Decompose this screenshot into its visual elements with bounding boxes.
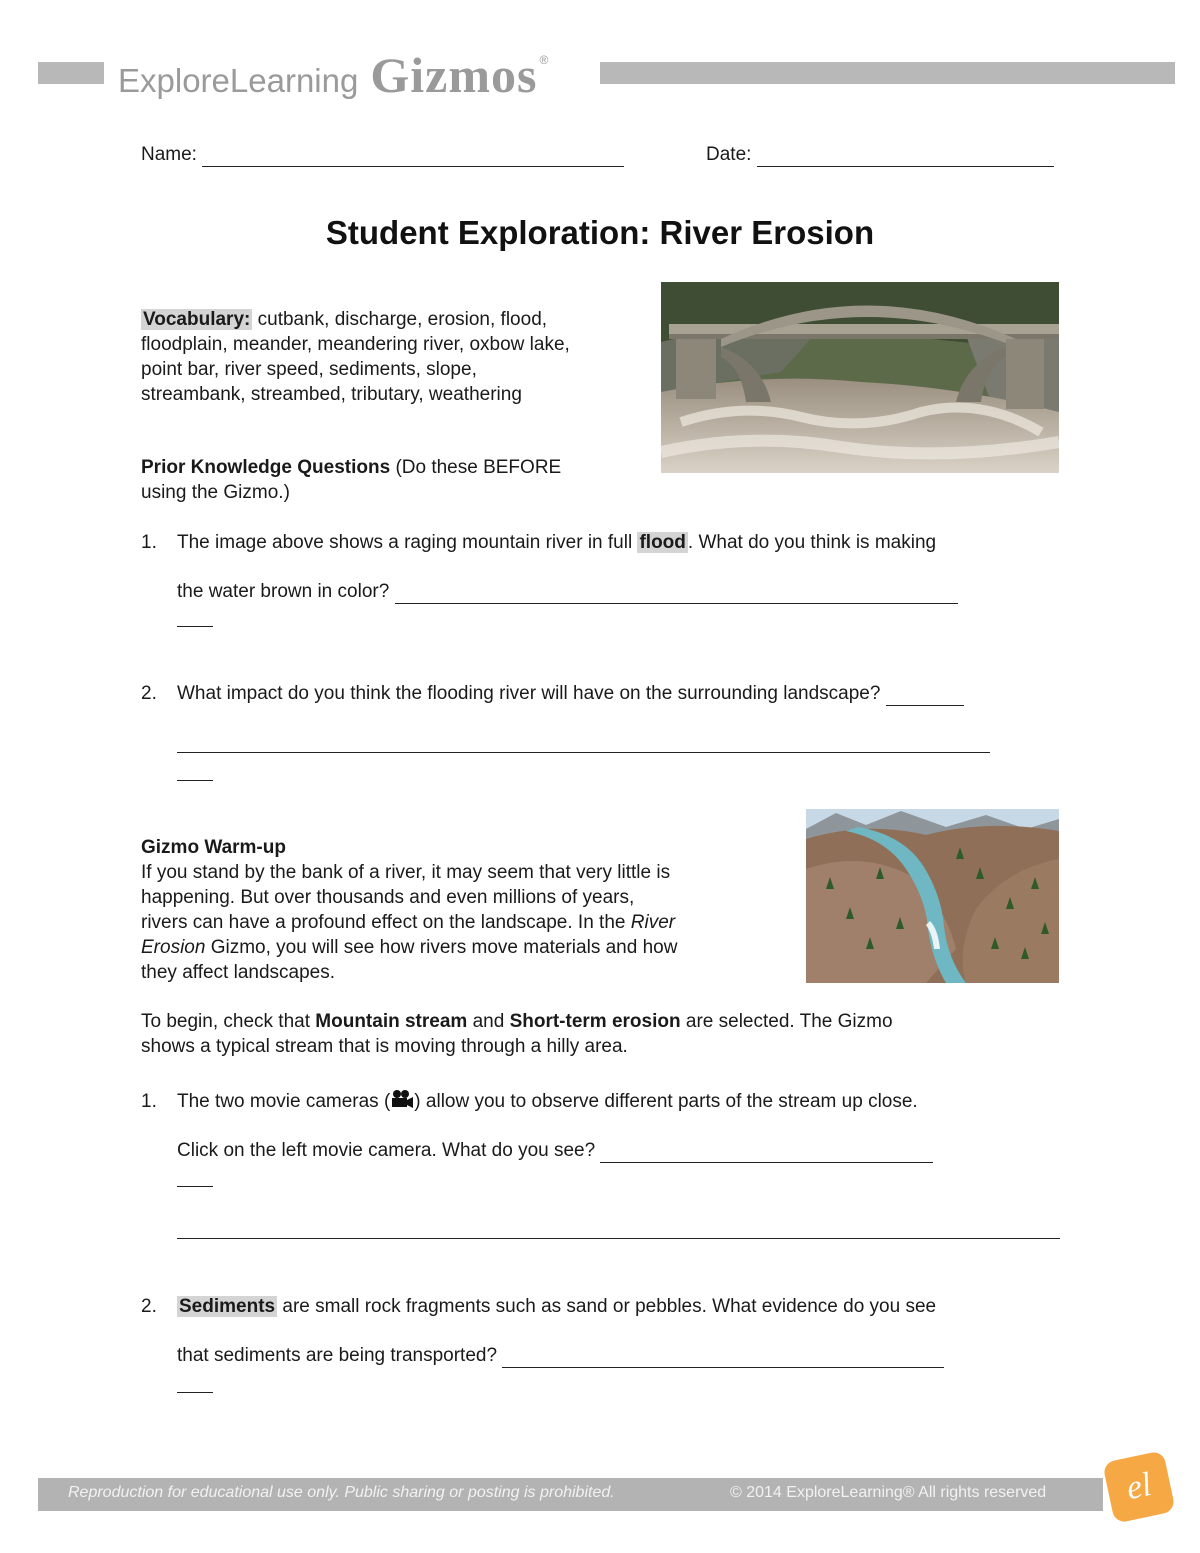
gizmo-river-landscape-image xyxy=(806,809,1059,983)
warmup-question-1 xyxy=(141,1089,1061,1116)
vocabulary-block xyxy=(141,307,641,407)
answer-line-stub[interactable] xyxy=(177,608,213,627)
vocabulary-line-1: cutbank, discharge, erosion, flood, xyxy=(257,309,548,330)
vocabulary-line-2: floodplain, meander, meandering river, oxbow lake, xyxy=(141,334,570,355)
instruction-line-2: shows a typical stream that is moving through a hilly area. xyxy=(141,1036,628,1057)
answer-line-stub[interactable] xyxy=(177,762,213,781)
instruction-text: are selected. The Gizmo xyxy=(685,1011,893,1032)
date-input-line[interactable] xyxy=(757,148,1054,167)
vocabulary-label: Vocabulary: xyxy=(143,309,251,330)
answer-line[interactable] xyxy=(600,1144,933,1163)
answer-line-stub[interactable] xyxy=(177,1168,213,1187)
movie-camera-icon xyxy=(390,1089,414,1116)
question-text: Click on the left movie camera. What do you see? xyxy=(177,1140,596,1161)
warmup-line-5: they affect landscapes. xyxy=(141,962,335,983)
question-text: the water brown in color? xyxy=(177,581,390,602)
warmup-italic-erosion: Erosion xyxy=(141,937,206,958)
warmup-italic-river: River xyxy=(630,912,676,933)
answer-line[interactable] xyxy=(395,585,958,604)
prior-knowledge-heading: Prior Knowledge Questions xyxy=(141,457,391,478)
question-text: ) allow you to observe different parts of the stream up close. xyxy=(414,1091,918,1112)
question-text: that sediments are being transported? xyxy=(177,1345,498,1366)
name-label: Name: xyxy=(141,144,197,165)
warmup-heading: Gizmo Warm-up xyxy=(141,837,286,858)
vocabulary-line-4: streambank, streambed, tributary, weathering xyxy=(141,384,522,405)
prior-knowledge-heading-block xyxy=(141,455,641,505)
question-text: The image above shows a raging mountain river in full xyxy=(177,532,633,553)
warmup-line-2: happening. But over thousands and even millions of years, xyxy=(141,887,635,908)
flooding-river-bridge-photo xyxy=(661,282,1059,473)
logo-explorelearning-text: ExploreLearning xyxy=(118,62,359,99)
header-bar-right xyxy=(600,62,1175,84)
warmup-line-1: If you stand by the bank of a river, it may seem that very little is xyxy=(141,862,671,883)
answer-line[interactable] xyxy=(886,687,964,706)
warmup-question-2-line-2 xyxy=(177,1343,944,1368)
question-number: 1. xyxy=(141,532,157,553)
prior-knowledge-note-2: using the Gizmo.) xyxy=(141,482,290,503)
warmup-begin-instructions xyxy=(141,1009,1061,1059)
instruction-text: and xyxy=(472,1011,505,1032)
warmup-text: Gizmo, you will see how rivers move materials and how xyxy=(210,937,678,958)
prior-question-1 xyxy=(141,530,1061,555)
answer-line[interactable] xyxy=(502,1349,944,1368)
gizmo-warmup-block xyxy=(141,835,781,985)
warmup-question-2 xyxy=(141,1294,1071,1319)
prior-knowledge-note: (Do these BEFORE xyxy=(395,457,562,478)
name-input-line[interactable] xyxy=(202,148,624,167)
question-number: 2. xyxy=(141,683,157,704)
question-text: What impact do you think the flooding river will have on the surrounding landscape? xyxy=(177,683,881,704)
name-field xyxy=(141,142,624,167)
option-short-term-erosion: Short-term erosion xyxy=(509,1011,681,1032)
badge-text: el xyxy=(1123,1465,1155,1508)
vocabulary-line-3: point bar, river speed, sediments, slope, xyxy=(141,359,477,380)
warmup-question-1-line-2 xyxy=(177,1138,933,1163)
prior-question-1-line-2 xyxy=(177,579,958,604)
warmup-text: rivers can have a profound effect on the landscape. In the xyxy=(141,912,626,933)
vocab-term-sediments: Sediments xyxy=(179,1296,276,1317)
logo-gizmos-text: Gizmos xyxy=(370,47,538,103)
instruction-text: To begin, check that xyxy=(141,1011,310,1032)
vocab-term-flood: flood xyxy=(639,532,686,553)
warmup-line-4 xyxy=(141,935,781,960)
explorelearning-gizmos-logo xyxy=(118,46,549,103)
footer-reproduction-notice: Reproduction for educational use only. Public sharing or posting is prohibited. xyxy=(68,1484,615,1501)
answer-line-stub[interactable] xyxy=(177,1374,213,1393)
date-field xyxy=(706,142,1054,167)
page-title: Student Exploration: River Erosion xyxy=(325,214,875,251)
warmup-line-3 xyxy=(141,910,781,935)
answer-line[interactable] xyxy=(177,734,990,753)
prior-question-2 xyxy=(141,681,1071,706)
option-mountain-stream: Mountain stream xyxy=(315,1011,468,1032)
date-label: Date: xyxy=(706,144,752,165)
header-bar-left xyxy=(38,62,104,84)
question-number: 1. xyxy=(141,1091,157,1112)
answer-line[interactable] xyxy=(177,1220,1060,1239)
question-number: 2. xyxy=(141,1296,157,1317)
question-text: are small rock fragments such as sand or pebbles. What evidence do you see xyxy=(282,1296,937,1317)
explorelearning-badge-icon xyxy=(1102,1450,1176,1524)
footer-copyright: © 2014 ExploreLearning® All rights reserved xyxy=(730,1484,1047,1501)
question-text: The two movie cameras ( xyxy=(177,1091,391,1112)
logo-registered-mark: ® xyxy=(539,53,549,67)
question-text: . What do you think is making xyxy=(687,532,937,553)
